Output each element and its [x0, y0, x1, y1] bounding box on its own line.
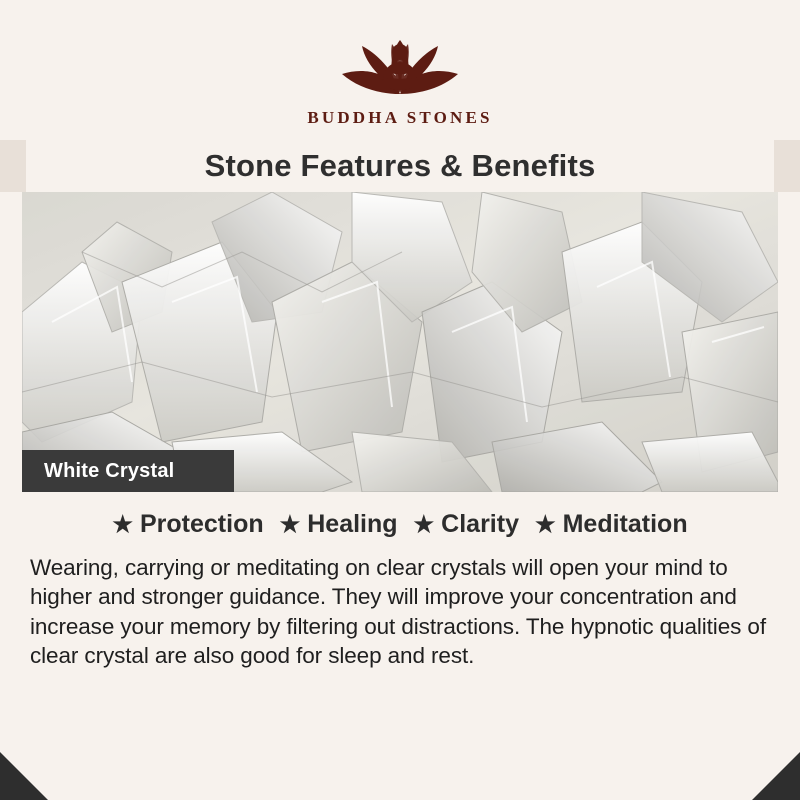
brand-name: BUDDHA STONES: [307, 108, 493, 127]
content-section: [0, 492, 800, 670]
benefit-item: [414, 510, 519, 539]
star-icon: ★: [279, 511, 301, 537]
benefit-label: Clarity: [441, 510, 519, 538]
benefits-list: [0, 510, 800, 539]
photo-caption-label: White Crystal: [44, 459, 175, 482]
benefit-label: Meditation: [562, 510, 688, 538]
star-icon: ★: [534, 511, 556, 537]
photo-caption: [22, 450, 234, 492]
benefit-label: Protection: [140, 510, 264, 538]
benefit-label: Healing: [307, 510, 398, 538]
benefit-item: [112, 510, 263, 539]
description-text: Wearing, carrying or meditating on clear crystals will open your mind to higher and stronger guidance. They will improve your concentration and increase your memory by filtering out distractions. The hypnotic qualities of clear crystal are also good for sleep and rest.: [30, 555, 766, 668]
benefit-item: [280, 510, 398, 539]
benefit-item: [535, 510, 688, 539]
crystal-photo: [22, 192, 778, 492]
lotus-meditation-icon: [318, 22, 482, 106]
star-icon: ★: [413, 511, 435, 537]
title-band: [0, 140, 800, 192]
page-title: Stone Features & Benefits: [204, 148, 596, 183]
brand-logo: [0, 0, 800, 128]
star-icon: ★: [112, 511, 133, 537]
